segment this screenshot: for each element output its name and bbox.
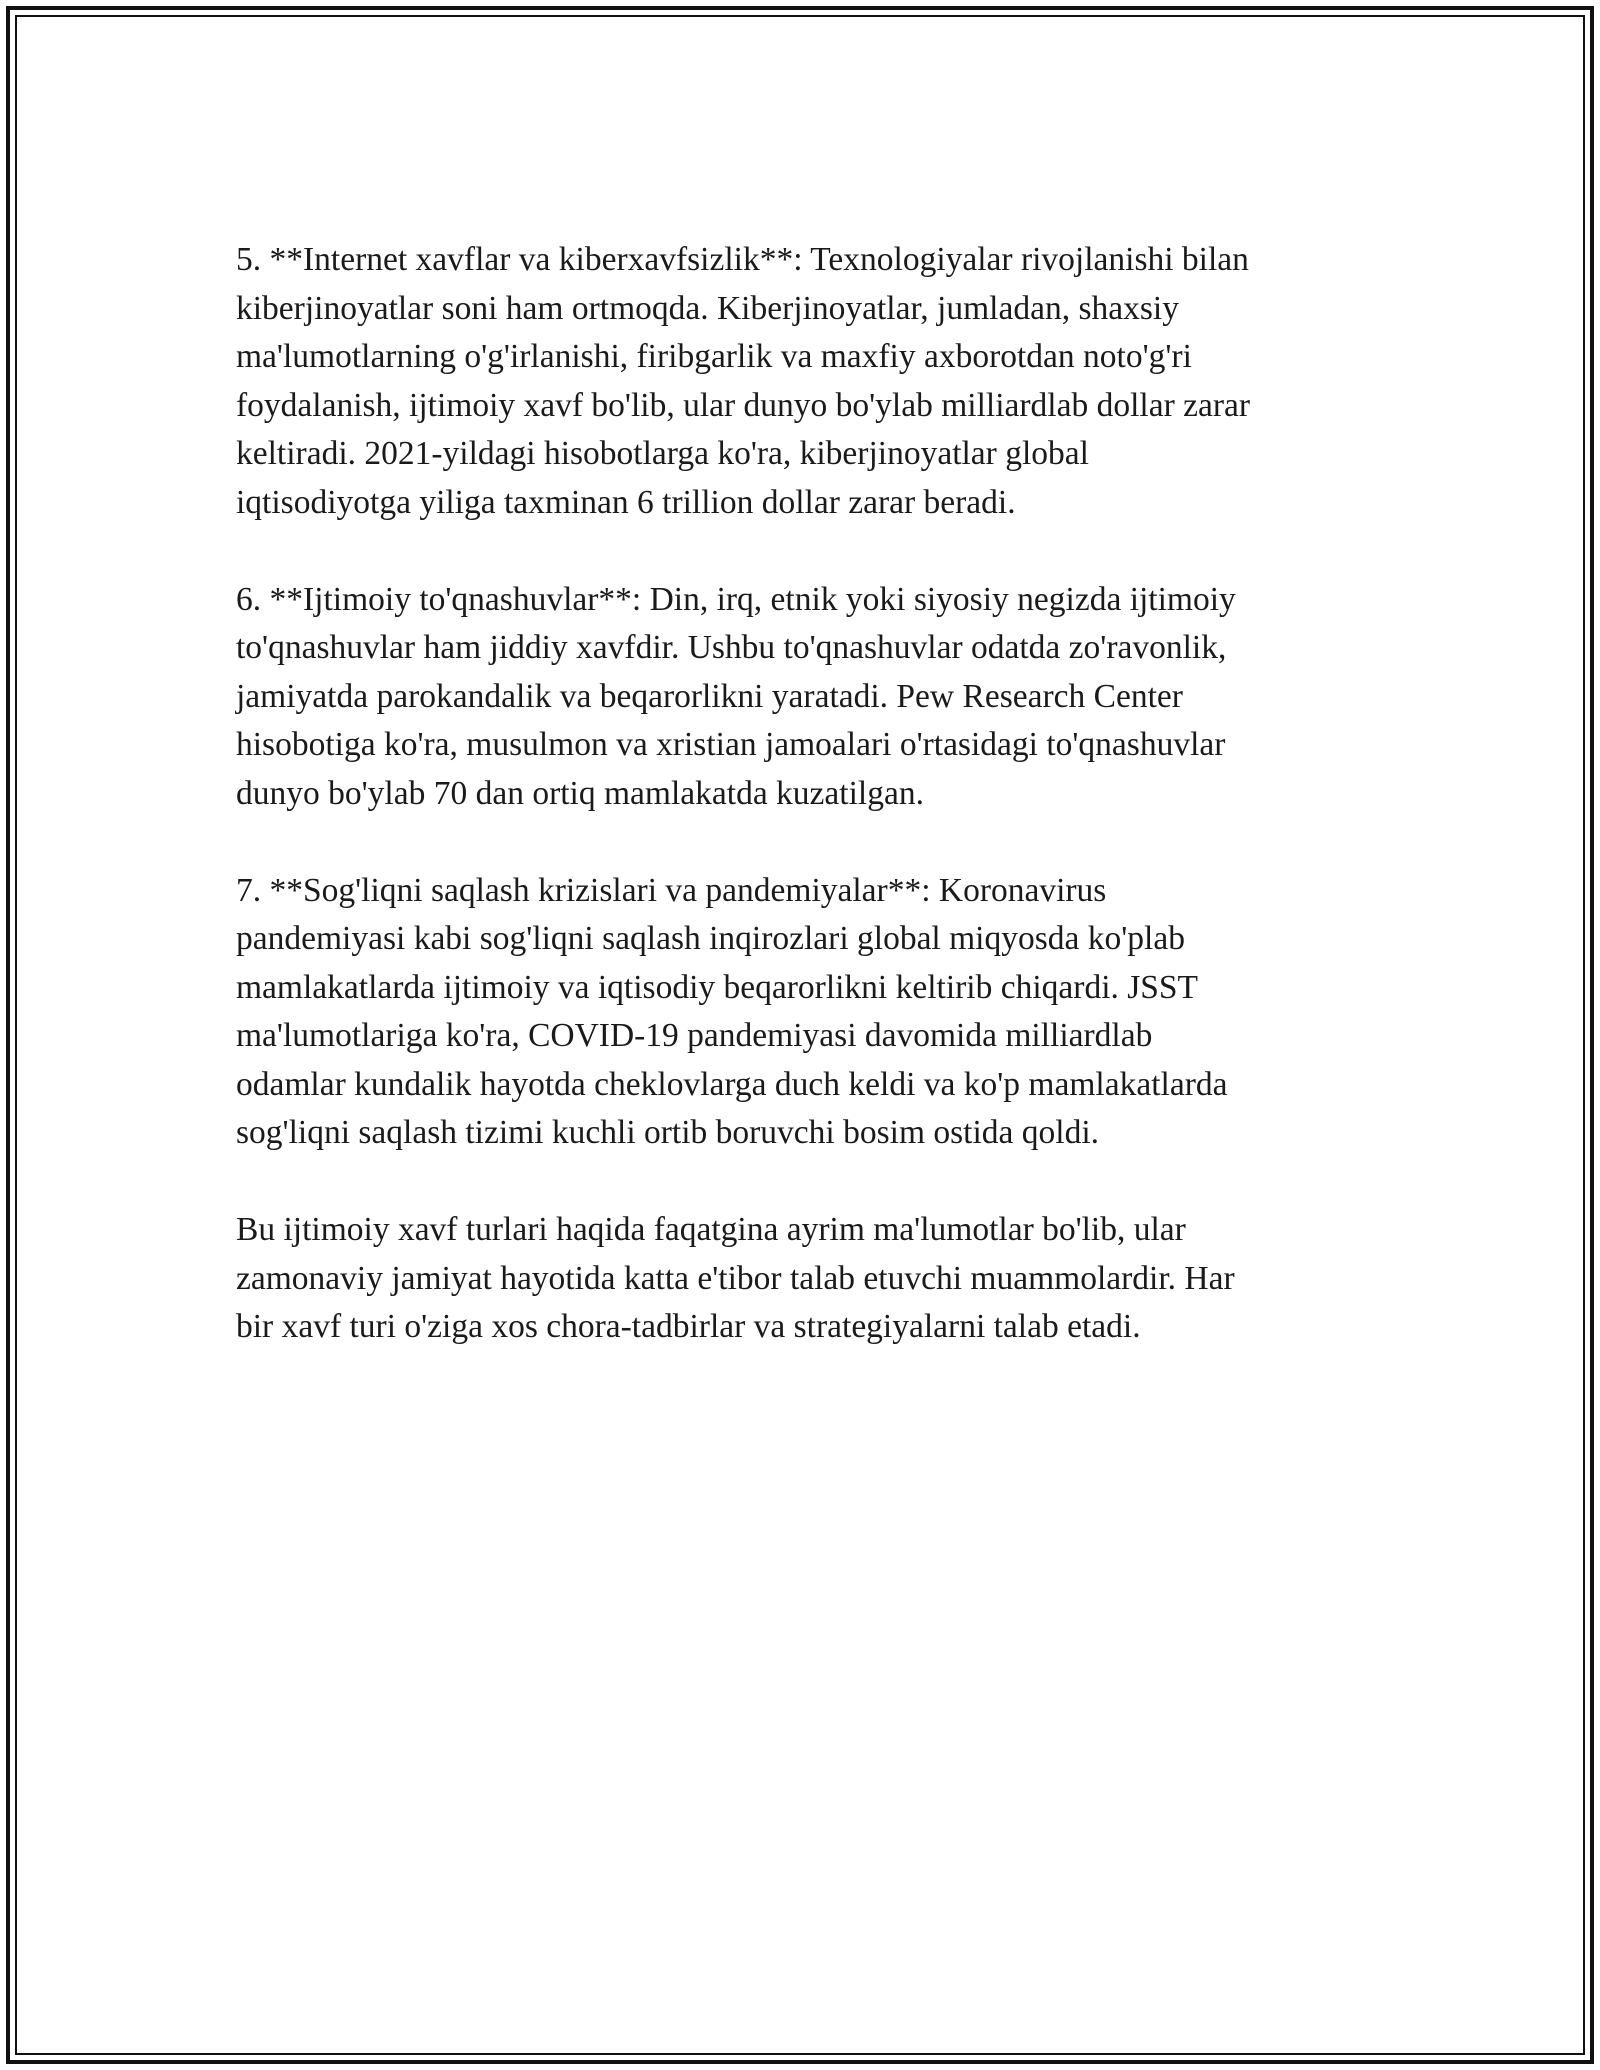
paragraph-internet-threats: 5. **Internet xavflar va kiberxavfsizlik**: Texnologiyalar rivojlanishi bilan kiberjinoyatlar soni ham ortmoqda. Kiberjinoyatlar, jumladan, shaxsiy ma'lumotlarning o'g'irlanishi, firibgarlik va maxfiy axborotdan noto'g'ri foydalanish, ijtimoiy xavf bo'lib, ular dunyo bo'ylab milliardlab dollar zarar keltiradi. 2021-yildagi hisobotlarga ko'ra, kiberjinoyatlar global iqtisodiyotga yiliga taxminan 6 trillion dollar zarar beradi. <box>236 241 1251 521</box>
document-body <box>236 236 1366 1352</box>
paragraph-conclusion: Bu ijtimoiy xavf turlari haqida faqatgina ayrim ma'lumotlar bo'lib, ular zamonaviy jamiyat hayotida katta e'tibor talab etuvchi muammolardir. Har bir xavf turi o'ziga xos chora-tadbirlar va strategiyalarni talab etadi. <box>236 1211 1235 1345</box>
paragraph-social-conflicts: 6. **Ijtimoiy to'qnashuvlar**: Din, irq, etnik yoki siyosiy negizda ijtimoiy to'qnashuvlar ham jiddiy xavfdir. Ushbu to'qnashuvlar odatda zo'ravonlik, jamiyatda parokandalik va beqarorlikni yaratadi. Pew Research Center hisobotiga ko'ra, musulmon va xristian jamoalari o'rtasidagi to'qnashuvlar dunyo bo'ylab 70 dan ortiq mamlakatda kuzatilgan. <box>236 580 1236 812</box>
paragraph-health-crises: 7. **Sog'liqni saqlash krizislari va pandemiyalar**: Koronavirus pandemiyasi kabi sog'liqni saqlash inqirozlari global miqyosda ko'plab mamlakatlarda ijtimoiy va iqtisodiy beqarorlikni keltirib chiqardi. JSST ma'lumotlariga ko'ra, COVID-19 pandemiyasi davomida milliardlab odamlar kundalik hayotda cheklovlarga duch keldi va ko'p mamlakatlarda sog'liqni saqlash tizimi kuchli ortib boruvchi bosim ostida qoldi. <box>236 871 1228 1151</box>
